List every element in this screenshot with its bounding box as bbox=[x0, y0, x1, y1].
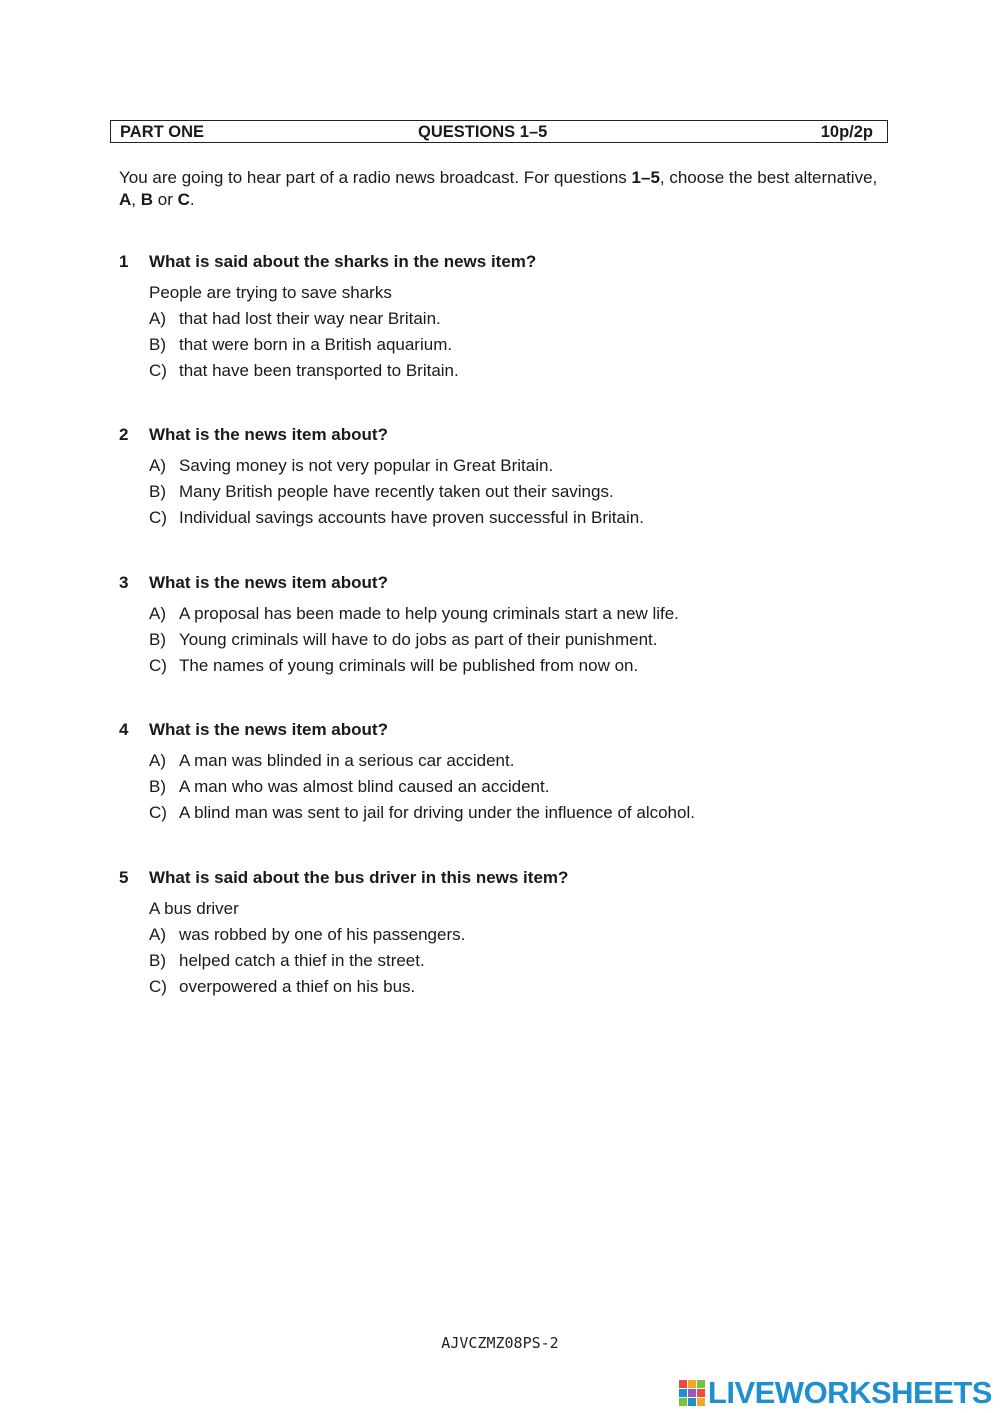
instructions-option-c: C bbox=[177, 190, 190, 209]
option-b[interactable] bbox=[119, 335, 879, 361]
question-number: 5 bbox=[119, 868, 129, 887]
option-text: Young criminals will have to do jobs as part of their punishment. bbox=[179, 630, 658, 649]
instructions-option-b: B bbox=[140, 190, 154, 209]
question-4 bbox=[119, 720, 879, 829]
question-number: 1 bbox=[119, 252, 129, 271]
points-value: 10p/2p bbox=[820, 123, 873, 141]
option-letter: A) bbox=[149, 309, 166, 328]
liveworksheets-brand[interactable] bbox=[679, 1376, 992, 1410]
option-text: helped catch a thief in the street. bbox=[179, 951, 425, 970]
instructions-separator: , bbox=[131, 190, 141, 209]
question-5 bbox=[119, 868, 879, 1003]
question-header bbox=[119, 720, 879, 742]
option-b[interactable] bbox=[119, 951, 879, 977]
option-b[interactable] bbox=[119, 482, 879, 508]
option-a[interactable] bbox=[119, 925, 879, 951]
option-text: A proposal has been made to help young criminals start a new life. bbox=[179, 604, 679, 623]
option-letter: C) bbox=[149, 977, 167, 996]
option-text: Many British people have recently taken out their savings. bbox=[179, 482, 614, 501]
option-letter: C) bbox=[149, 508, 167, 527]
option-a[interactable] bbox=[119, 456, 879, 482]
question-header bbox=[119, 425, 879, 447]
question-text: What is said about the sharks in the news item? bbox=[149, 252, 537, 271]
question-number: 4 bbox=[119, 720, 129, 739]
option-text: The names of young criminals will be published from now on. bbox=[179, 656, 639, 675]
option-text: that had lost their way near Britain. bbox=[179, 309, 441, 328]
option-letter: A) bbox=[149, 925, 166, 944]
question-3 bbox=[119, 573, 879, 682]
option-letter: C) bbox=[149, 656, 167, 675]
question-2 bbox=[119, 425, 879, 534]
questions-range: QUESTIONS 1–5 bbox=[418, 123, 548, 141]
question-stem: People are trying to save sharks bbox=[149, 283, 392, 302]
option-c[interactable] bbox=[119, 361, 879, 387]
question-1 bbox=[119, 252, 879, 387]
option-text: that have been transported to Britain. bbox=[179, 361, 459, 380]
instructions-option-a: A bbox=[119, 190, 132, 209]
option-c[interactable] bbox=[119, 656, 879, 682]
part-title: PART ONE bbox=[120, 123, 205, 141]
option-a[interactable] bbox=[119, 751, 879, 777]
option-letter: B) bbox=[149, 482, 166, 501]
instructions-separator: or bbox=[153, 190, 178, 209]
question-number: 2 bbox=[119, 425, 129, 444]
option-text: overpowered a thief on his bus. bbox=[179, 977, 416, 996]
option-c[interactable] bbox=[119, 977, 879, 1003]
option-letter: B) bbox=[149, 630, 166, 649]
option-letter: A) bbox=[149, 456, 166, 475]
instructions-text: , choose the best alternative, bbox=[659, 168, 878, 187]
option-a[interactable] bbox=[119, 604, 879, 630]
option-c[interactable] bbox=[119, 803, 879, 829]
option-text: Individual savings accounts have proven successful in Britain. bbox=[179, 508, 644, 527]
option-text: Saving money is not very popular in Great Britain. bbox=[179, 456, 554, 475]
liveworksheets-logo-icon bbox=[679, 1380, 705, 1406]
option-letter: B) bbox=[149, 777, 166, 796]
option-b[interactable] bbox=[119, 630, 879, 656]
option-text: A blind man was sent to jail for driving under the influence of alcohol. bbox=[179, 803, 695, 822]
option-letter: B) bbox=[149, 335, 166, 354]
option-letter: C) bbox=[149, 803, 167, 822]
document-code: AJVCZMZ08PS-2 bbox=[441, 1334, 559, 1352]
question-text: What is the news item about? bbox=[149, 573, 388, 592]
option-text: that were born in a British aquarium. bbox=[179, 335, 453, 354]
question-header bbox=[119, 868, 879, 890]
option-letter: B) bbox=[149, 951, 166, 970]
option-text: A man who was almost blind caused an accident. bbox=[179, 777, 550, 796]
instructions-end: . bbox=[189, 190, 195, 209]
question-text: What is the news item about? bbox=[149, 720, 388, 739]
option-a[interactable] bbox=[119, 309, 879, 335]
instructions bbox=[119, 167, 879, 211]
brand-name: LIVEWORKSHEETS bbox=[707, 1375, 992, 1410]
question-number: 3 bbox=[119, 573, 129, 592]
instructions-text: You are going to hear part of a radio news broadcast. For questions bbox=[119, 168, 632, 187]
option-b[interactable] bbox=[119, 777, 879, 803]
option-text: was robbed by one of his passengers. bbox=[179, 925, 466, 944]
option-text: A man was blinded in a serious car accident. bbox=[179, 751, 515, 770]
option-letter: C) bbox=[149, 361, 167, 380]
question-text: What is said about the bus driver in this news item? bbox=[149, 868, 569, 887]
question-header bbox=[119, 573, 879, 595]
question-header bbox=[119, 252, 879, 274]
instructions-range: 1–5 bbox=[631, 168, 660, 187]
part-header bbox=[110, 120, 888, 143]
option-c[interactable] bbox=[119, 508, 879, 534]
question-text: What is the news item about? bbox=[149, 425, 388, 444]
question-stem: A bus driver bbox=[149, 899, 239, 918]
option-letter: A) bbox=[149, 604, 166, 623]
option-letter: A) bbox=[149, 751, 166, 770]
